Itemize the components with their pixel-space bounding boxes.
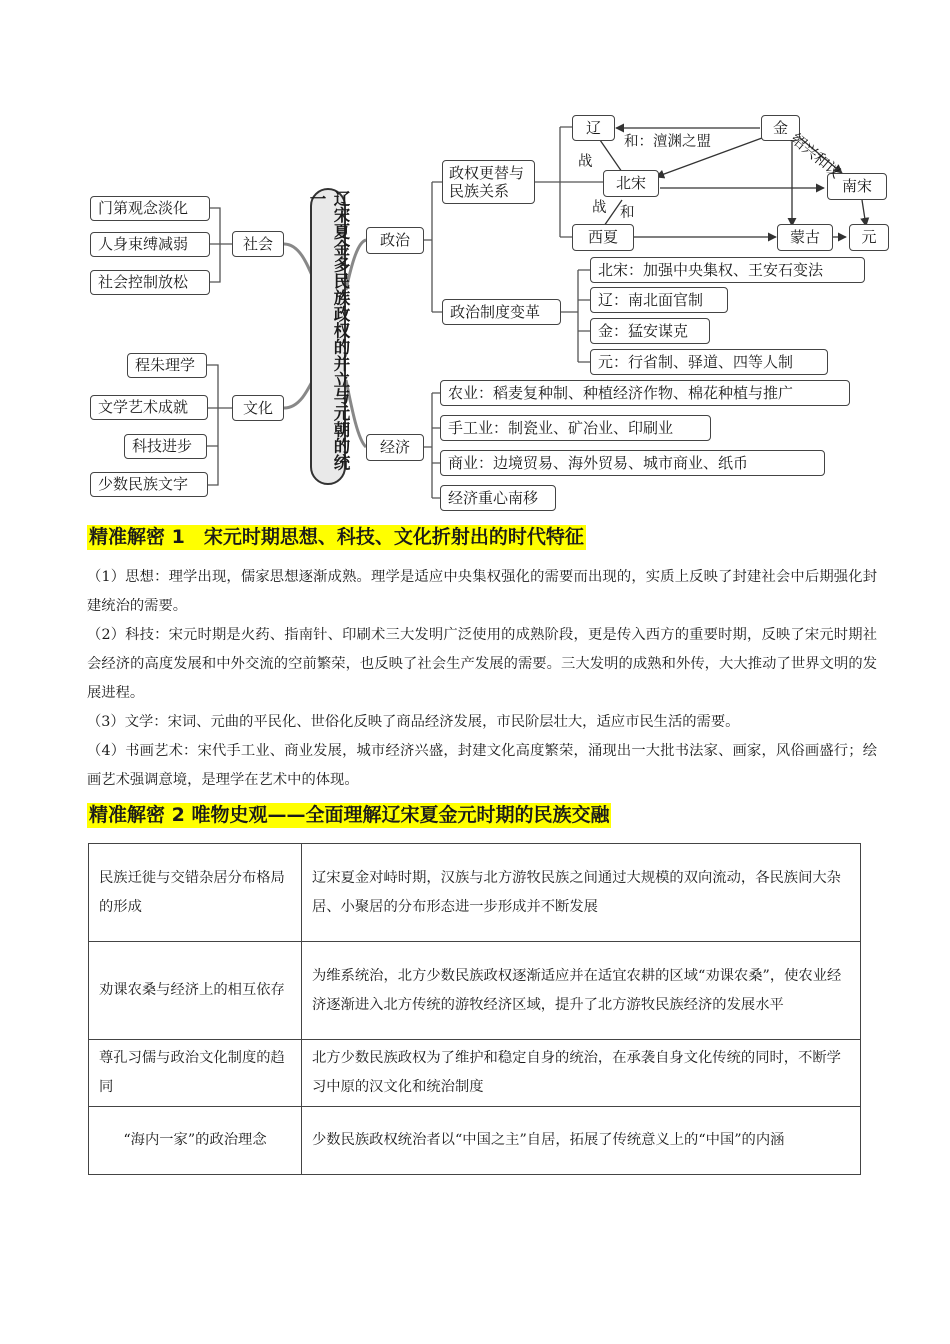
section1-paragraph-thought: （1）思想：理学出现，儒家思想逐渐成熟。理学是适应中央集权强化的需要而出现的，实质上反映了封建社会中后期强化封建统治的需要。 xyxy=(87,569,877,614)
society-item: 门第观念淡化 xyxy=(90,196,210,221)
society-node: 社会 xyxy=(232,231,284,257)
system-item: 辽：南北面官制 xyxy=(590,287,728,313)
table-row xyxy=(89,844,861,942)
table-topic-cell: 尊孔习儒与政治文化制度的趋同 xyxy=(89,1040,302,1107)
culture-item: 少数民族文字 xyxy=(90,472,208,497)
table-topic-cell: 民族迁徙与交错杂居分布格局的形成 xyxy=(89,844,302,942)
system-bracket xyxy=(561,270,590,362)
table-content-cell: 辽宋夏金对峙时期，汉族与北方游牧民族之间通过大规模的双向流动，各民族间大杂居、小聚居的分布形态进一步形成并不断发展 xyxy=(302,844,861,942)
system-item: 元：行省制、驿道、四等人制 xyxy=(590,349,828,375)
system-item: 金：猛安谋克 xyxy=(590,318,710,344)
economy-node: 经济 xyxy=(366,434,424,461)
regime-label: 政权更替与民族关系 xyxy=(449,164,525,200)
edge-label-zhan-xixia: 战 xyxy=(592,200,607,216)
table-topic-cell: 劝课农桑与经济上的相互依存 xyxy=(89,942,302,1040)
edge-label-shaoxing: 绍兴和议 xyxy=(787,129,845,182)
economy-item: 手工业：制瓷业、矿冶业、印刷业 xyxy=(440,415,711,441)
section1-paragraph-literature: （3）文学：宋词、元曲的平民化、世俗化反映了商品经济发展，市民阶层壮大，适应市民生活的需要。 xyxy=(87,714,740,730)
table-content-cell: 少数民族政权统治者以“中国之主”自居，拓展了传统意义上的“中国”的内涵 xyxy=(302,1107,861,1175)
society-bracket xyxy=(210,208,232,282)
edge-label-zhan-liao: 战 xyxy=(578,154,593,170)
state-menggu: 蒙古 xyxy=(777,224,833,251)
table-row xyxy=(89,1107,861,1175)
section1-paragraph-science: （2）科技：宋元时期是火药、指南针、印刷术三大发明广泛使用的成熟阶段，更是传入西方的重要时期，反映了宋元时期社会经济的高度发展和中外交流的空前繁荣，也反映了社会生产发展的需要。三大发明的成熟和外传，大大推动了世界文明的发展进程。 xyxy=(87,627,877,701)
culture-node: 文化 xyxy=(232,395,284,421)
culture-item: 科技进步 xyxy=(124,434,207,459)
state-jin: 金 xyxy=(761,115,800,141)
economy-bracket xyxy=(424,393,440,498)
line-liao-beisong xyxy=(600,140,622,172)
economy-item: 经济重心南移 xyxy=(440,485,556,511)
economy-item: 商业：边境贸易、海外贸易、城市商业、纸币 xyxy=(440,450,825,476)
politics-node: 政治 xyxy=(366,227,424,254)
arrow-nansong-to-yuan xyxy=(862,200,866,226)
root-topic: 辽宋夏金多民族政权的并立与元朝的统一 xyxy=(310,188,346,485)
culture-item: 文学艺术成就 xyxy=(90,395,208,420)
politics-bracket xyxy=(424,182,442,312)
culture-bracket xyxy=(207,365,232,485)
state-yuan: 元 xyxy=(849,224,889,251)
regime-node xyxy=(442,160,535,204)
section1-heading: 精准解密 1 宋元时期思想、科技、文化折射出的时代特征 xyxy=(89,526,584,548)
edge-label-chanyuan: 和：澶渊之盟 xyxy=(624,134,711,150)
culture-item: 程朱理学 xyxy=(127,353,207,378)
mind-map xyxy=(0,0,950,520)
state-nansong: 南宋 xyxy=(827,173,887,200)
state-beisong: 北宋 xyxy=(603,170,659,197)
table-content-cell: 北方少数民族政权为了维护和稳定自身的统治，在承袭自身文化传统的同时，不断学习中原的汉文化和统治制度 xyxy=(302,1040,861,1107)
table-content-cell: 为维系统治，北方少数民族政权逐渐适应并在适宜农耕的区域“劝课农桑”，使农业经济逐渐进入北方传统的游牧经济区域，提升了北方游牧民族经济的发展水平 xyxy=(302,942,861,1040)
society-item: 人身束缚减弱 xyxy=(90,232,210,257)
regime-bracket xyxy=(535,127,603,237)
edge-label-he: 和 xyxy=(620,205,635,221)
table-row xyxy=(89,1040,861,1107)
system-node: 政治制度变革 xyxy=(442,299,561,325)
section2-heading: 精准解密 2 唯物史观——全面理解辽宋夏金元时期的民族交融 xyxy=(89,804,610,826)
table-row xyxy=(89,942,861,1040)
ethnic-integration-table xyxy=(88,843,861,1175)
state-liao: 辽 xyxy=(572,115,615,141)
table-topic-cell: “海内一家”的政治理念 xyxy=(89,1107,302,1175)
system-item: 北宋：加强中央集权、王安石变法 xyxy=(590,257,865,283)
state-xixia: 西夏 xyxy=(572,224,634,251)
economy-item: 农业：稻麦复种制、种植经济作物、棉花种植与推广 xyxy=(440,380,850,406)
society-item: 社会控制放松 xyxy=(90,270,210,295)
section1-paragraph-art: （4）书画艺术：宋代手工业、商业发展，城市经济兴盛，封建文化高度繁荣，涌现出一大批书法家、画家，风俗画盛行；绘画艺术强调意境，是理学在艺术中的体现。 xyxy=(87,743,877,788)
